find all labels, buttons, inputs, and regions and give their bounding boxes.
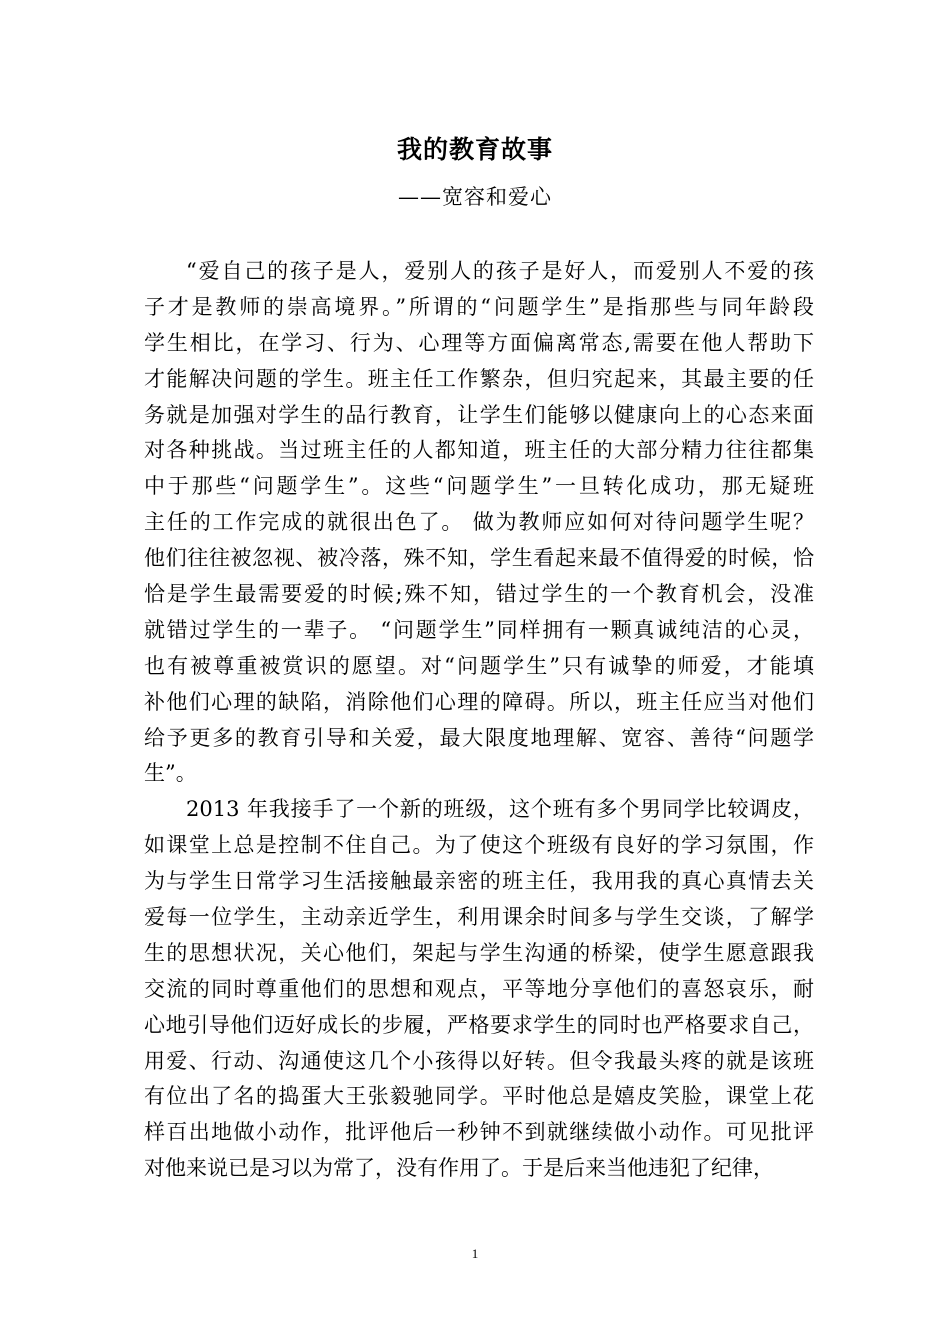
- text-line: 用爱、行动、沟通使这几个小孩得以好转。但令我最头疼的就是该班: [144, 1048, 814, 1073]
- text-line: 生的思想状况，关心他们，架起与学生沟通的桥梁，使学生愿意跟我: [144, 940, 814, 965]
- text-line: 样百出地做小动作，批评他后一秒钟不到就继续做小动作。可见批评: [144, 1120, 814, 1145]
- text-line: 他们往往被忽视、被冷落，殊不知，学生看起来最不值得爱的时候，恰: [144, 546, 814, 571]
- text-line: 务就是加强对学生的品行教育，让学生们能够以健康向上的心态来面: [144, 402, 814, 427]
- document-body: [144, 254, 814, 1187]
- text-line: 才能解决问题的学生。班主任工作繁杂，但归究起来，其最主要的任: [144, 366, 814, 391]
- text-line: 如课堂上总是控制不住自己。为了使这个班级有良好的学习氛围，作: [144, 833, 814, 858]
- text-line: “爱自己的孩子是人，爱别人的孩子是好人，而爱别人不爱的孩: [186, 259, 814, 283]
- paragraph-1: [144, 254, 814, 792]
- text-line: 心地引导他们迈好成长的步履，严格要求学生的同时也严格要求自己，: [144, 1012, 814, 1037]
- page-number: 1: [471, 1246, 479, 1261]
- document-subtitle: ——宽容和爱心: [398, 185, 552, 209]
- text-line: 为与学生日常学习生活接触最亲密的班主任，我用我的真心真情去关: [144, 869, 814, 894]
- text-line: 子才是教师的崇高境界。”所谓的“问题学生”是指那些与同年龄段: [144, 294, 814, 319]
- paragraph-2: [144, 792, 814, 1187]
- text-line: 生”。: [144, 761, 197, 786]
- text-line: 恰是学生最需要爱的时候;殊不知，错过学生的一个教育机会，没准: [144, 582, 814, 607]
- document-title: 我的教育故事: [396, 135, 553, 164]
- text-line: 2013 年我接手了一个新的班级，这个班有多个男同学比较调皮，: [186, 797, 814, 822]
- text-line: 学生相比，在学习、行为、心理等方面偏离常态,需要在他人帮助下: [144, 330, 814, 355]
- text-line: 爱每一位学生，主动亲近学生，利用课余时间多与学生交谈，了解学: [144, 905, 814, 930]
- text-line: 对各种挑战。当过班主任的人都知道，班主任的大部分精力往往都集: [144, 438, 814, 463]
- text-line: 有位出了名的捣蛋大王张毅驰同学。平时他总是嬉皮笑脸，课堂上花: [144, 1084, 814, 1109]
- text-line: 对他来说已是习以为常了，没有作用了。于是后来当他违犯了纪律，: [144, 1156, 774, 1181]
- text-line: 补他们心理的缺陷，消除他们心理的障碍。所以，班主任应当对他们: [144, 689, 814, 714]
- text-line: 就错过学生的一辈子。 “问题学生”同样拥有一颗真诚纯洁的心灵，: [144, 617, 814, 642]
- text-line: 中于那些“问题学生”。这些“问题学生”一旦转化成功，那无疑班: [144, 474, 814, 499]
- text-line: 主任的工作完成的就很出色了。 做为教师应如何对待问题学生呢？: [144, 510, 814, 535]
- text-line: 也有被尊重被赏识的愿望。对“问题学生”只有诚挚的师爱，才能填: [144, 653, 814, 678]
- text-line: 给予更多的教育引导和关爱，最大限度地理解、宽容、善待“问题学: [144, 725, 814, 750]
- text-line: 交流的同时尊重他们的思想和观点，平等地分享他们的喜怒哀乐，耐: [144, 976, 814, 1001]
